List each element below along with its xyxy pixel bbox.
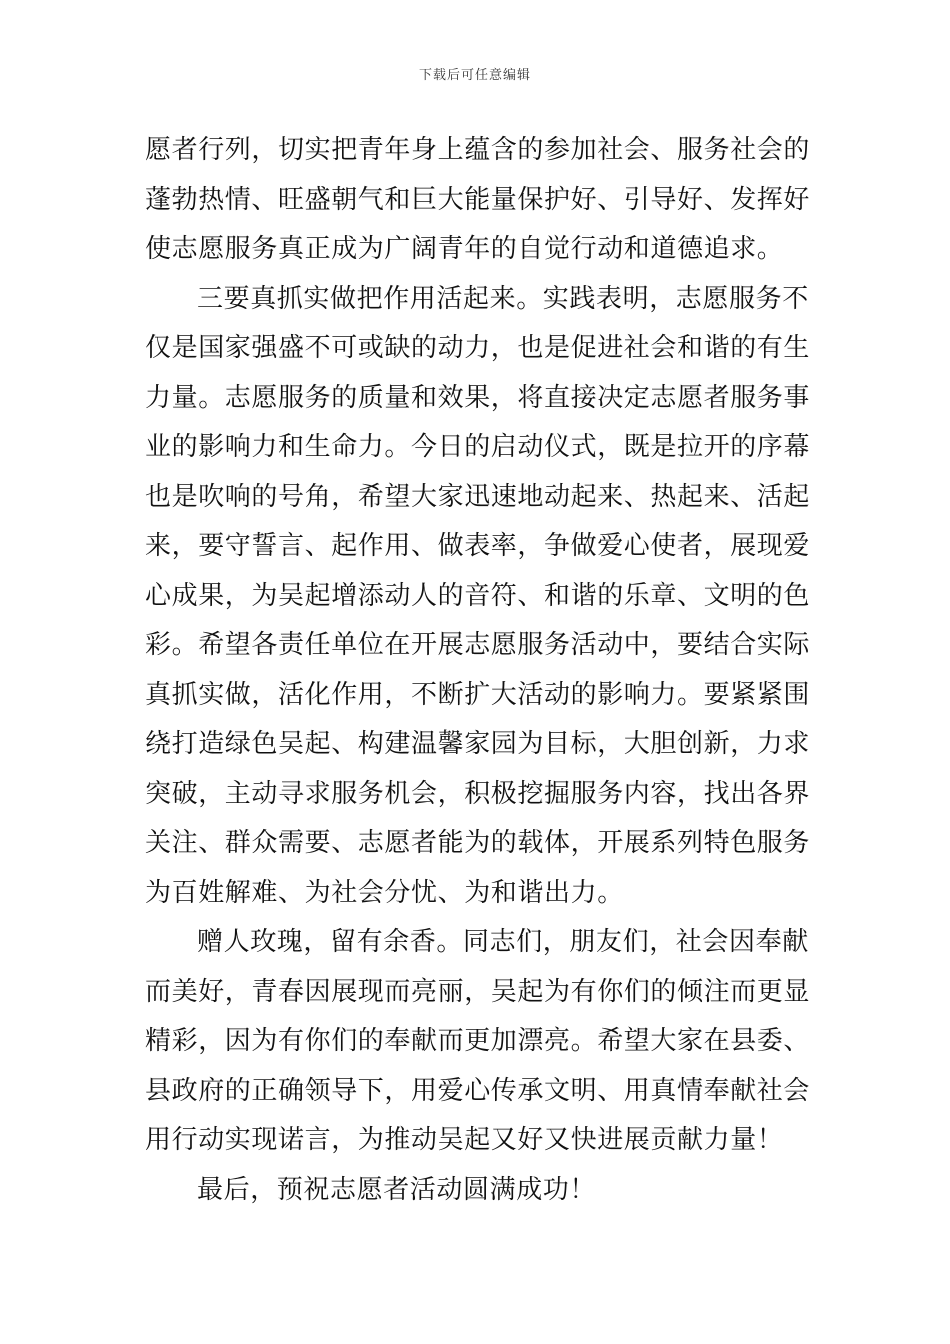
paragraph-start-line: 最后，预祝志愿者活动圆满成功！ — [197, 1174, 597, 1205]
text-line: 为百姓解难、为社会分忧、为和谐出力。 — [145, 877, 624, 908]
text-line: 而美好，青春因展现而亮丽，吴起为有你们的倾注而更显 — [145, 976, 811, 1007]
paragraph-start-line: 三要真抓实做把作用活起来。实践表明，志愿服务不 — [197, 283, 809, 314]
text-line: 县政府的正确领导下，用爱心传承文明、用真情奉献社会 — [145, 1075, 811, 1106]
header-note: 下载后可任意编辑 — [418, 68, 531, 83]
text-line: 来，要守誓言、起作用、做表率，争做爱心使者，展现爱 — [145, 531, 811, 561]
text-line: 心成果，为吴起增添动人的音符、和谐的乐章、文明的色 — [145, 580, 811, 611]
text-line: 关注、群众需要、志愿者能为的载体，开展系列特色服务 — [145, 828, 811, 858]
text-line: 用行动实现诺言，为推动吴起又好又快进展贡献力量！ — [145, 1125, 784, 1155]
document-body — [145, 126, 811, 1215]
text-line: 彩。希望各责任单位在开展志愿服务活动中，要结合实际 — [145, 630, 811, 660]
text-line: 蓬勃热情、旺盛朝气和巨大能量保护好、引导好、发挥好 — [145, 184, 811, 215]
text-line: 愿者行列，切实把青年身上蕴含的参加社会、服务社会的 — [145, 135, 811, 165]
text-line: 仅是国家强盛不可或缺的动力，也是促进社会和谐的有生 — [145, 333, 811, 363]
text-line: 突破，主动寻求服务机会，积极挖掘服务内容，找出各界 — [145, 778, 811, 809]
text-line: 精彩，因为有你们的奉献而更加漂亮。希望大家在县委、 — [145, 1026, 811, 1056]
text-line: 力量。志愿服务的质量和效果，将直接决定志愿者服务事 — [145, 382, 811, 413]
text-line: 业的影响力和生命力。今日的启动仪式，既是拉开的序幕 — [145, 432, 811, 462]
text-line: 也是吹响的号角，希望大家迅速地动起来、热起来、活起 — [145, 481, 811, 512]
text-line: 真抓实做，活化作用，不断扩大活动的影响力。要紧紧围 — [145, 679, 811, 710]
paragraph-start-line: 赠人玫瑰，留有余香。同志们，朋友们，社会因奉献 — [197, 927, 809, 957]
text-line: 使志愿服务真正成为广阔青年的自觉行动和道德追求。 — [145, 234, 784, 264]
text-line: 绕打造绿色吴起、构建温馨家园为目标，大胆创新，力求 — [145, 729, 811, 759]
